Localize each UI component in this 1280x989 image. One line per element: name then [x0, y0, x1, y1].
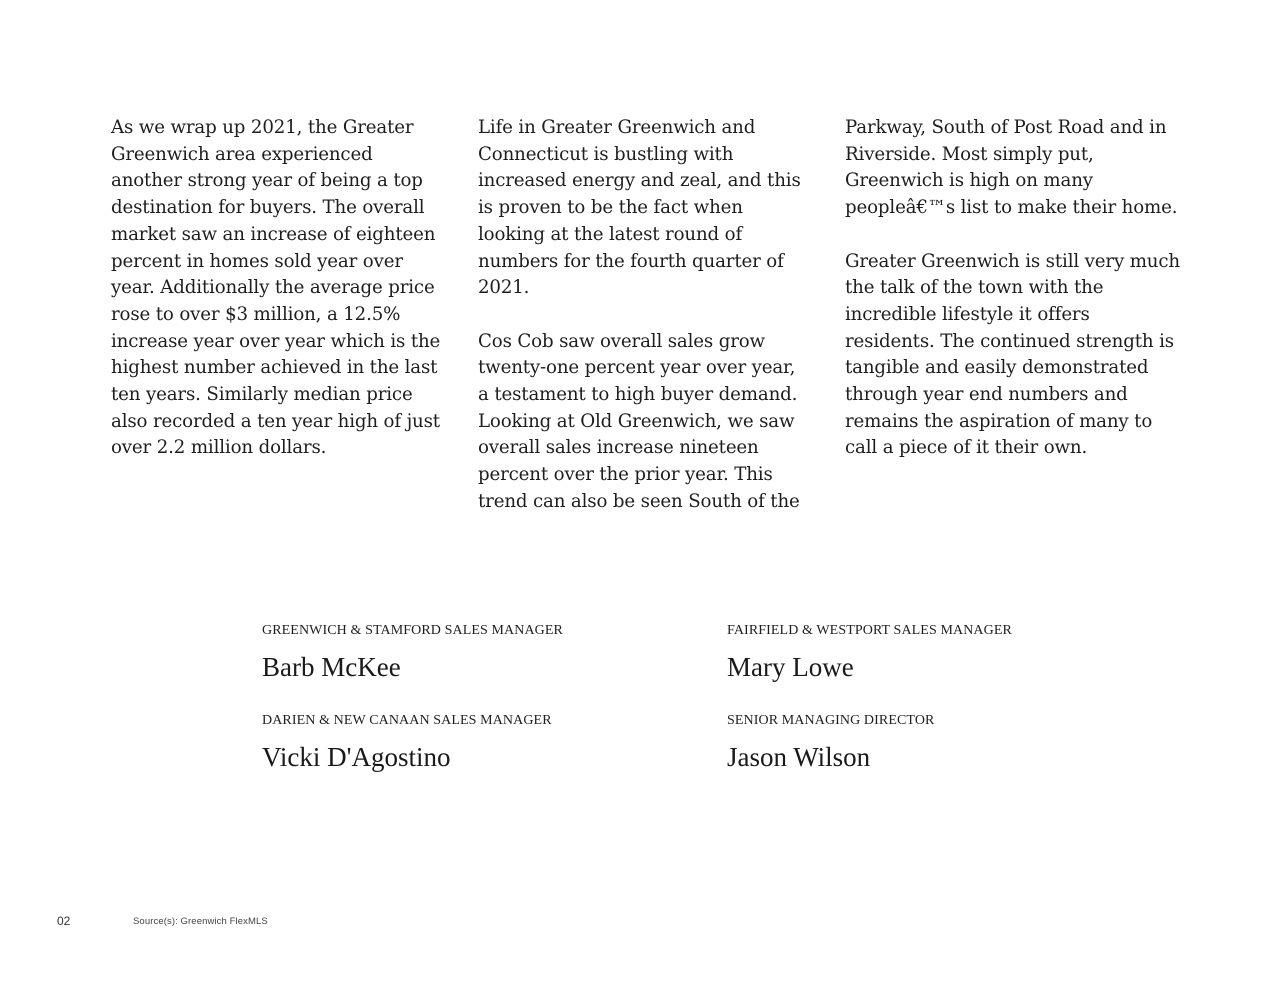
manager-greenwich-stamford	[262, 622, 682, 684]
source-note: Source(s): Greenwich FlexMLS	[133, 916, 268, 927]
column-3-paragraph-1: Parkway, South of Post Road and in Riverside. Most simply put, Greenwich is high on many peopleâ€™s list to make their home.	[845, 117, 1178, 219]
manager-role: FAIRFIELD & WESTPORT SALES MANAGER	[727, 623, 1012, 638]
manager-role: SENIOR MANAGING DIRECTOR	[727, 713, 935, 728]
manager-name: Jason Wilson	[727, 742, 871, 772]
column-2-paragraph-2: Cos Cob saw overall sales grow twenty-one percent year over year, a testament to high buyer demand. Looking at Old Greenwich, we saw overall sales increase nineteen percent over the prior year. This trend can also be seen South of the	[478, 330, 800, 512]
manager-role: DARIEN & NEW CANAAN SALES MANAGER	[262, 713, 552, 728]
manager-name: Vicki D'Agostino	[262, 742, 451, 772]
manager-darien-new-canaan	[262, 712, 682, 774]
article-column-1	[111, 115, 441, 489]
manager-senior-managing-director	[727, 712, 1147, 774]
manager-name: Barb McKee	[262, 652, 401, 682]
article-column-2	[478, 115, 808, 542]
page-number: 02	[57, 914, 71, 928]
column-3-paragraph-2: Greater Greenwich is still very much the talk of the town with the incredible lifestyle it offers residents. The continued strength is tangible and easily demonstrated through year end numbers and remains the aspiration of many to call a piece of it their own.	[845, 250, 1180, 459]
column-2-paragraph-1: Life in Greater Greenwich and Connecticut is bustling with increased energy and zeal, and this is proven to be the fact when looking at the latest round of numbers for the fourth quarter of 2021.	[478, 117, 801, 299]
article-column-3	[845, 115, 1180, 489]
manager-name: Mary Lowe	[727, 652, 854, 682]
manager-role: GREENWICH & STAMFORD SALES MANAGER	[262, 623, 563, 638]
column-1-paragraph-1: As we wrap up 2021, the Greater Greenwich area experienced another strong year of being a top destination for buyers. The overall market saw an increase of eighteen percent in homes sold year over year. Additionally the average price rose to over $3 million, a 12.5% increase year over year which is the highest number achieved in the last ten years. Similarly median price also recorded a ten year high of just over 2.2 million dollars.	[111, 117, 441, 459]
manager-fairfield-westport	[727, 622, 1147, 684]
